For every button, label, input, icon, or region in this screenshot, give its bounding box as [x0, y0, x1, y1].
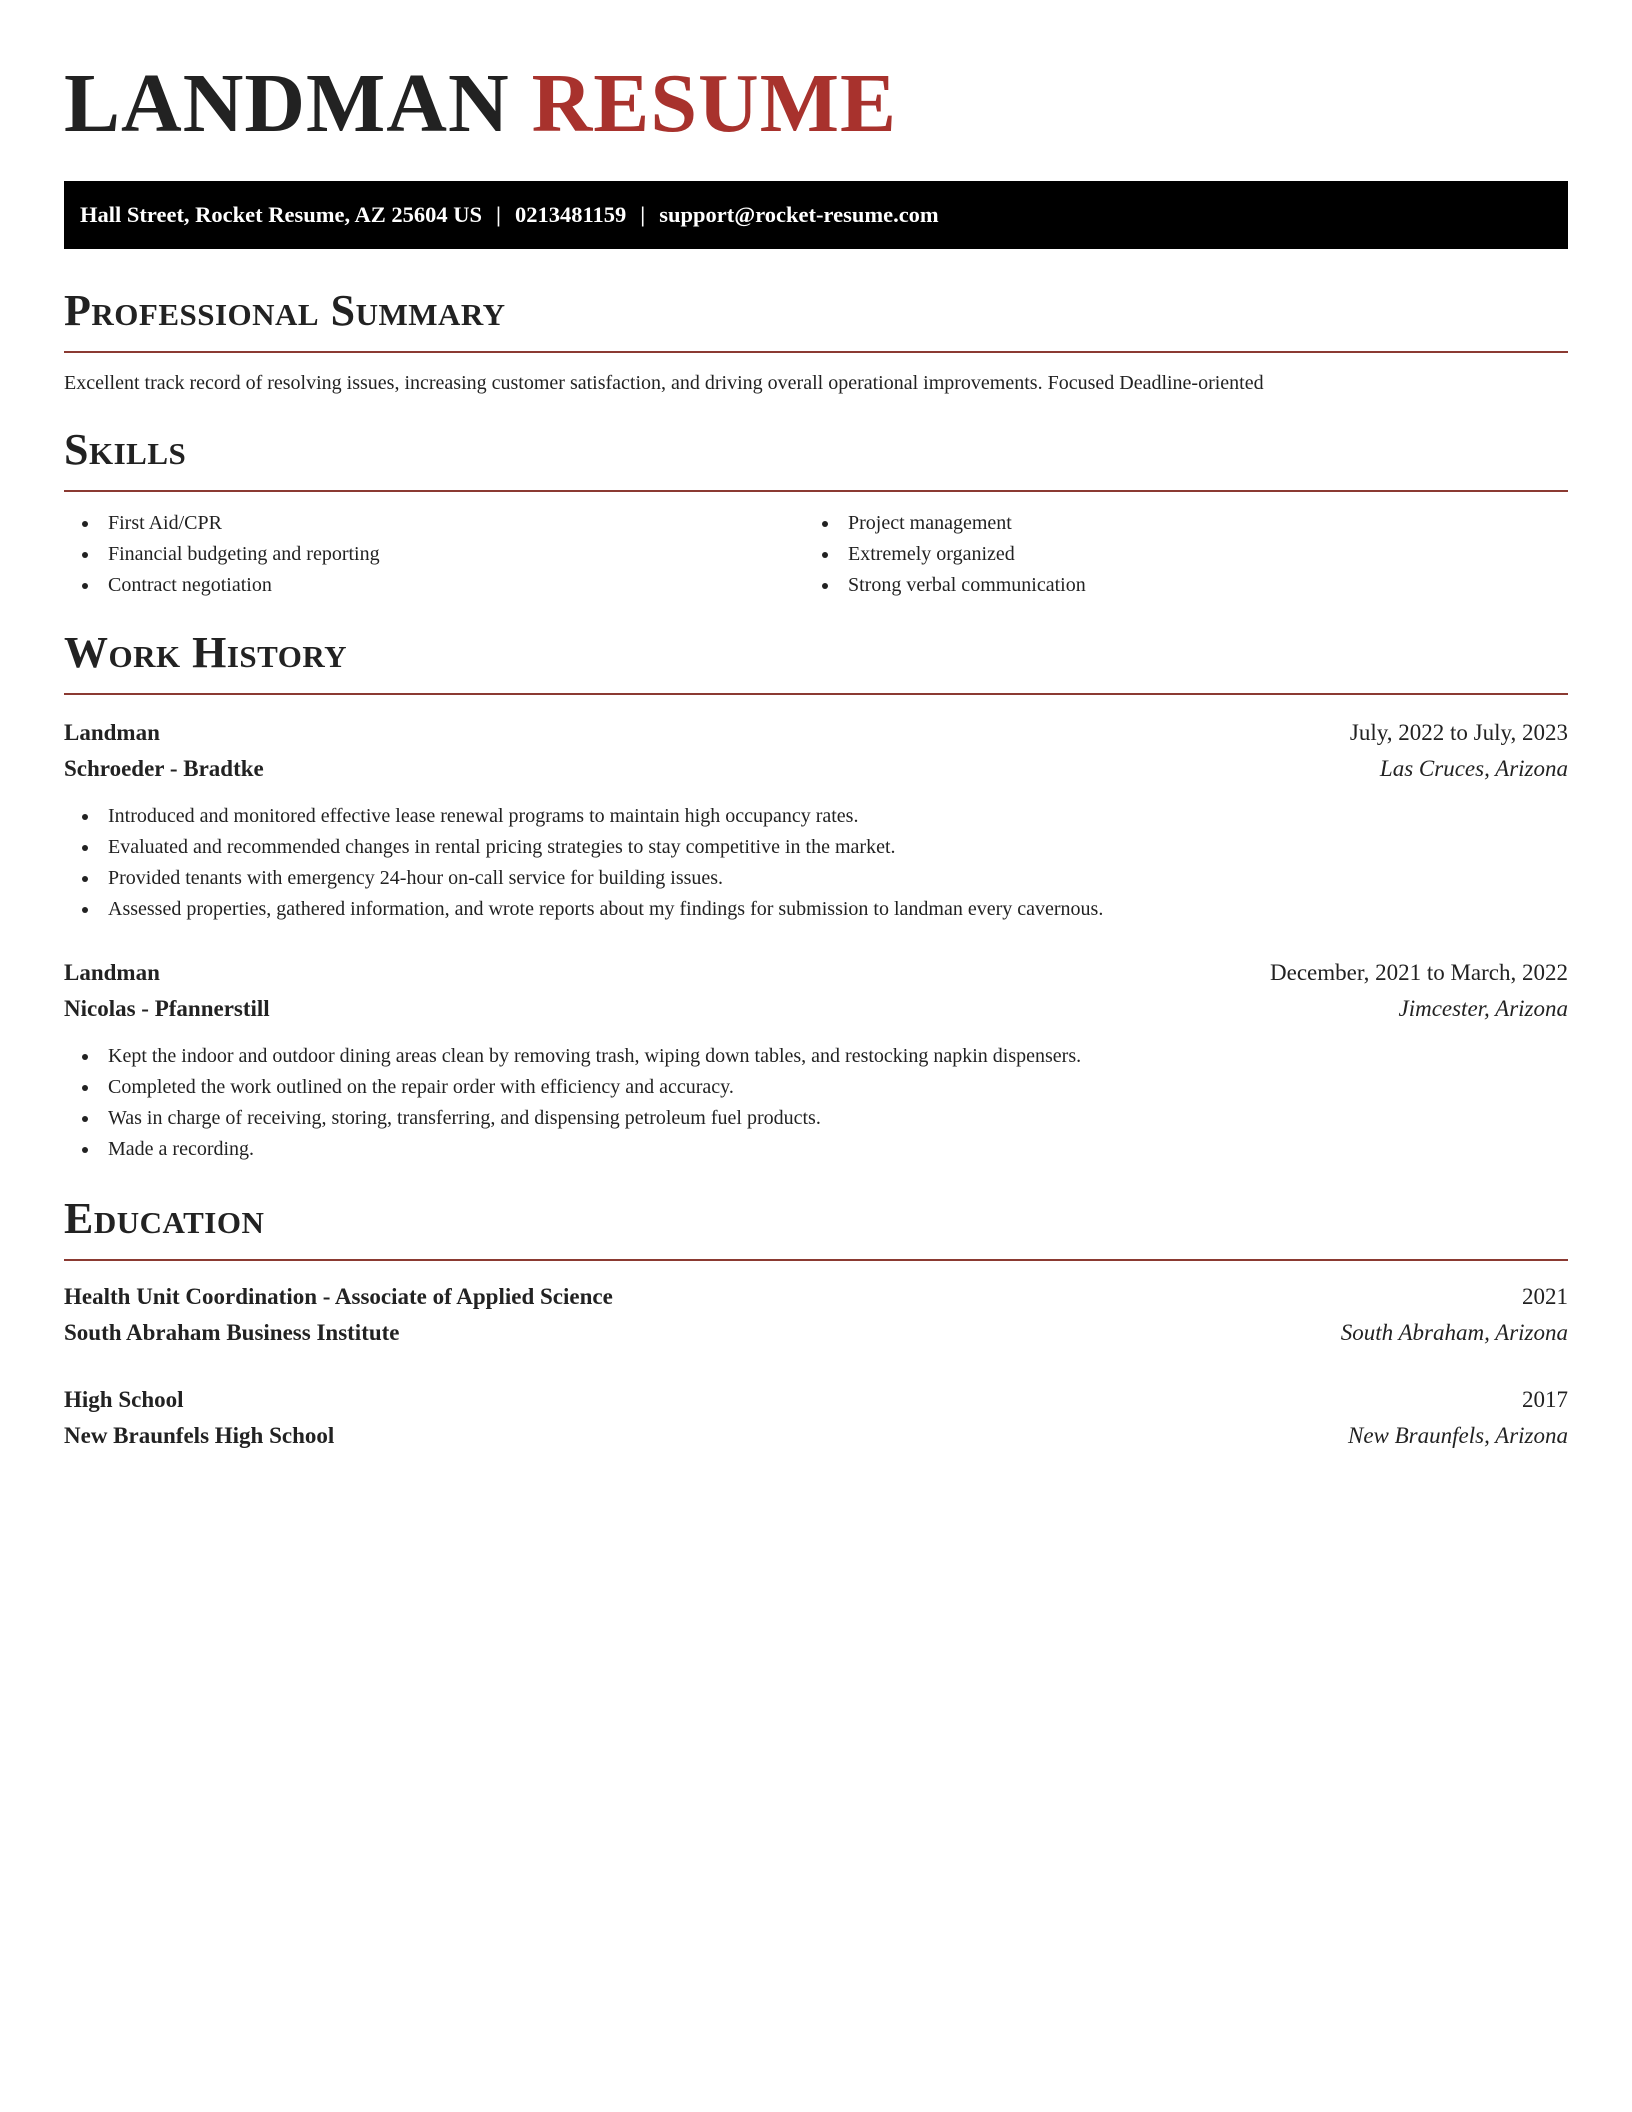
- job-bullet: Assessed properties, gathered information, and wrote reports about my findings for submission to landman every cavernous.: [64, 894, 1568, 925]
- skill-item: Contract negotiation: [64, 570, 804, 601]
- education-school: New Braunfels High School: [64, 1423, 335, 1448]
- education-entry: [64, 1279, 1568, 1351]
- job-bullet: Introduced and monitored effective lease renewal programs to maintain high occupancy rates.: [64, 801, 1568, 832]
- job-entry: [64, 715, 1568, 925]
- contact-separator: |: [640, 202, 646, 227]
- education-degree-row: [64, 1382, 1568, 1418]
- skills-column-left: [64, 508, 804, 601]
- skill-item: Financial budgeting and reporting: [64, 539, 804, 570]
- job-title: Landman: [64, 720, 160, 745]
- contact-phone: 0213481159: [515, 202, 627, 227]
- title-resume: RESUME: [531, 57, 898, 150]
- job-bullet: Made a recording.: [64, 1134, 1568, 1165]
- education-location: New Braunfels, Arizona: [1347, 1423, 1568, 1448]
- education-school-row: [64, 1315, 1568, 1351]
- job-location: Las Cruces, Arizona: [1379, 756, 1568, 781]
- job-bullets: [64, 1041, 1568, 1165]
- contact-separator: |: [496, 202, 502, 227]
- education-degree-row: [64, 1279, 1568, 1315]
- job-bullet: Evaluated and recommended changes in rental pricing strategies to stay competitive in the market.: [64, 832, 1568, 863]
- education-year: 2017: [1522, 1387, 1568, 1412]
- education-school-row: [64, 1418, 1568, 1454]
- education-entry: [64, 1382, 1568, 1454]
- work-history-heading: Work History: [64, 628, 348, 677]
- summary-heading: Professional Summary: [64, 286, 506, 335]
- job-header-row: [64, 955, 1568, 991]
- section-divider: [64, 490, 1568, 492]
- education-school: South Abraham Business Institute: [64, 1320, 400, 1345]
- skill-item: First Aid/CPR: [64, 508, 804, 539]
- education-year: 2021: [1522, 1284, 1568, 1309]
- section-divider: [64, 351, 1568, 353]
- education-degree: High School: [64, 1387, 184, 1412]
- job-header-row: [64, 715, 1568, 751]
- skills-heading: Skills: [64, 425, 187, 474]
- contact-address: Hall Street, Rocket Resume, AZ 25604 US: [80, 202, 483, 227]
- section-divider: [64, 1259, 1568, 1261]
- resume-title: [64, 58, 1568, 150]
- skill-item: Project management: [804, 508, 1544, 539]
- skill-item: Strong verbal communication: [804, 570, 1544, 601]
- job-bullet: Kept the indoor and outdoor dining areas clean by removing trash, wiping down tables, and restocking napkin dispensers.: [64, 1041, 1568, 1072]
- job-bullets: [64, 801, 1568, 925]
- job-dates: July, 2022 to July, 2023: [1349, 720, 1568, 745]
- job-bullet: Provided tenants with emergency 24-hour on-call service for building issues.: [64, 863, 1568, 894]
- job-bullet: Completed the work outlined on the repair order with efficiency and accuracy.: [64, 1072, 1568, 1103]
- job-entry: [64, 955, 1568, 1165]
- contact-email[interactable]: support@rocket-resume.com: [659, 202, 939, 227]
- job-bullet: Was in charge of receiving, storing, transferring, and dispensing petroleum fuel products.: [64, 1103, 1568, 1134]
- title-name: LANDMAN: [64, 57, 510, 150]
- summary-text: Excellent track record of resolving issues, increasing customer satisfaction, and driving overall operational improvements. Focused Deadline-oriented: [64, 372, 1264, 394]
- education-degree: Health Unit Coordination - Associate of Applied Science: [64, 1284, 613, 1309]
- section-divider: [64, 693, 1568, 695]
- contact-bar: [64, 181, 1568, 249]
- skills-column-right: [804, 508, 1544, 601]
- job-company: Nicolas - Pfannerstill: [64, 996, 270, 1021]
- job-location: Jimcester, Arizona: [1398, 996, 1568, 1021]
- job-title: Landman: [64, 960, 160, 985]
- job-dates: December, 2021 to March, 2022: [1270, 960, 1568, 985]
- job-company-row: [64, 751, 1568, 787]
- job-company-row: [64, 991, 1568, 1027]
- education-location: South Abraham, Arizona: [1340, 1320, 1568, 1345]
- education-heading: Education: [64, 1194, 265, 1243]
- skills-grid: [64, 508, 1568, 601]
- job-company: Schroeder - Bradtke: [64, 756, 264, 781]
- skill-item: Extremely organized: [804, 539, 1544, 570]
